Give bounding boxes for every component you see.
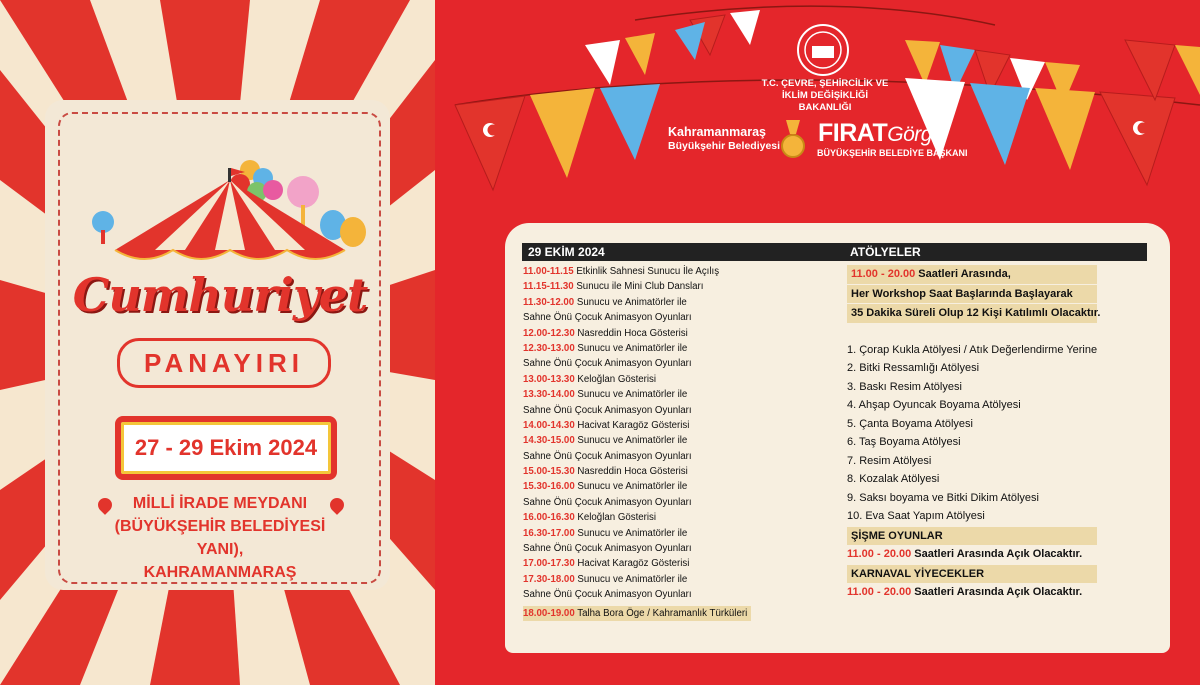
schedule-row bbox=[523, 526, 751, 541]
ministry-emblem-icon bbox=[790, 22, 856, 78]
schedule-row-text: Hacivat Karagöz Gösterisi bbox=[577, 419, 690, 431]
event-subtitle: PANAYIRI bbox=[117, 338, 331, 388]
schedule-row bbox=[523, 606, 751, 621]
ministry-line: T.C. ÇEVRE, ŞEHİRCİLİK VE bbox=[761, 78, 889, 89]
flag-yellow-icon bbox=[530, 88, 595, 178]
schedule-row-text: Sunucu ve Animatörler ile bbox=[576, 296, 687, 308]
schedule-row-text: Etkinlik Sahnesi Sunucu İle Açılış bbox=[576, 266, 720, 277]
schedule-row-text: Sunucu ve Animatörler ile bbox=[577, 435, 688, 447]
workshops-heading: ATÖLYELER bbox=[850, 245, 921, 259]
schedule-row-time: 11.15-11.30 bbox=[523, 281, 574, 293]
schedule-row-text: Sahne Önü Çocuk Animasyon Oyunları bbox=[523, 404, 692, 416]
schedule-row-time: 12.30-13.00 bbox=[523, 342, 575, 354]
food-heading: KARNAVAL YİYECEKLER bbox=[847, 565, 1097, 584]
schedule-row-text: Nasreddin Hoca Gösterisi bbox=[577, 466, 688, 478]
schedule-row-text: Nasreddin Hoca Gösterisi bbox=[577, 327, 688, 339]
flag-turkish-icon bbox=[455, 96, 525, 190]
municipality-line: Büyükşehir Belediyesi bbox=[668, 140, 781, 152]
workshop-item: 2. Bitki Ressamlığı Atölyesi bbox=[847, 362, 980, 374]
schedule-row bbox=[523, 464, 751, 479]
workshop-item: 9. Saksı boyama ve Bitki Dikim Atölyesi bbox=[847, 491, 1039, 504]
inflatable-time: 11.00 - 20.00 bbox=[847, 548, 912, 560]
schedule-row bbox=[523, 310, 751, 325]
workshop-intro-line: Her Workshop Saat Başlarında Başlayarak bbox=[847, 285, 1097, 304]
food-text: Saatleri Arasında Açık Olacaktır. bbox=[914, 586, 1083, 598]
schedule-row-time: 11.00-11.15 bbox=[523, 266, 574, 277]
schedule-row-text: Sahne Önü Çocuk Animasyon Oyunları bbox=[523, 358, 692, 370]
workshop-intro-time: 11.00 - 20.00 bbox=[851, 268, 916, 280]
schedule-row-text: Keloğlan Gösterisi bbox=[577, 373, 657, 385]
schedule-row-time: 13.30-14.00 bbox=[523, 389, 575, 401]
schedule-row bbox=[523, 418, 751, 433]
schedule-row-time: 15.30-16.00 bbox=[523, 481, 575, 493]
schedule-row-text: Sunucu ve Animatörler ile bbox=[577, 389, 688, 401]
inflatable-heading: ŞİŞME OYUNLAR bbox=[847, 527, 1097, 546]
schedule-row bbox=[523, 510, 751, 525]
municipality-logo bbox=[668, 125, 780, 153]
schedule-row-text: Sahne Önü Çocuk Animasyon Oyunları bbox=[523, 312, 692, 324]
schedule-row-text: Sahne Önü Çocuk Animasyon Oyunları bbox=[523, 496, 692, 508]
schedule-row bbox=[523, 341, 751, 356]
event-title: Cumhuriyet bbox=[72, 268, 368, 322]
schedule-row bbox=[523, 495, 751, 510]
schedule-row-text: Hacivat Karagöz Gösterisi bbox=[577, 558, 690, 570]
municipality-line: Kahramanmaraş bbox=[668, 125, 766, 139]
flag-blue-icon bbox=[675, 22, 705, 60]
schedule-row bbox=[523, 587, 751, 602]
schedule-row bbox=[523, 572, 751, 587]
schedule-row-text: Sahne Önü Çocuk Animasyon Oyunları bbox=[523, 543, 692, 555]
schedule-header-bar bbox=[522, 243, 1147, 261]
schedule-row bbox=[523, 279, 751, 294]
mayor-name bbox=[818, 119, 947, 148]
schedule-row-text: Keloğlan Gösterisi bbox=[577, 512, 657, 524]
flag-blue-icon bbox=[970, 83, 1030, 165]
schedule-row-time: 14.00-14.30 bbox=[523, 419, 575, 431]
workshop-item: 3. Baskı Resim Atölyesi bbox=[847, 380, 962, 393]
schedule-row-text: Sunucu ile Mini Club Dansları bbox=[576, 281, 704, 293]
schedule-row bbox=[523, 387, 751, 402]
schedule-row-time: 13.00-13.30 bbox=[523, 373, 575, 385]
circus-tent-illustration bbox=[85, 150, 375, 280]
schedule-row-time: 17.00-17.30 bbox=[523, 558, 575, 570]
flag-blue-icon bbox=[600, 84, 660, 160]
flag-white-icon bbox=[730, 10, 760, 45]
food-time: 11.00 - 20.00 bbox=[847, 586, 912, 598]
flag-yellow-icon bbox=[1175, 45, 1200, 95]
schedule-row bbox=[523, 541, 751, 556]
schedule-row bbox=[523, 356, 751, 371]
workshop-item: 10. Eva Saat Yapım Atölyesi bbox=[847, 510, 985, 522]
schedule-row bbox=[523, 556, 751, 571]
workshop-item: 8. Kozalak Atölyesi bbox=[847, 473, 940, 485]
workshops-list bbox=[847, 264, 1200, 602]
schedule-row-text: Sahne Önü Çocuk Animasyon Oyunları bbox=[523, 589, 692, 601]
workshop-item: 1. Çorap Kukla Atölyesi / Atık Değerlendirme Yerine bbox=[847, 343, 1098, 356]
location-line: (BÜYÜKŞEHİR BELEDİYESİ YANI), bbox=[114, 518, 326, 558]
schedule-row-text: Sunucu ve Animatörler ile bbox=[577, 527, 688, 539]
schedule-row-time: 16.00-16.30 bbox=[523, 512, 575, 524]
flag-turkish-icon bbox=[1125, 40, 1175, 100]
location-line: KAHRAMANMARAŞ bbox=[143, 564, 297, 581]
flag-yellow-icon bbox=[1035, 88, 1095, 170]
schedule-row-time: 17.30-18.00 bbox=[523, 573, 575, 585]
workshop-item: 5. Çanta Boyama Atölyesi bbox=[847, 417, 973, 430]
workshop-intro-text: Saatleri Arasında, bbox=[918, 268, 1011, 280]
ministry-name bbox=[755, 78, 895, 114]
inflatable-line bbox=[847, 545, 1200, 564]
mayor-name-b: Görgel bbox=[887, 123, 948, 146]
schedule-row-text: Talha Bora Öge / Kahramanlık Türküleri bbox=[577, 607, 748, 619]
workshop-item: 7. Resim Atölyesi bbox=[847, 454, 932, 467]
flag-yellow-icon bbox=[625, 33, 655, 75]
medal-icon bbox=[780, 120, 806, 160]
schedule-row-time: 14.30-15.00 bbox=[523, 435, 575, 447]
schedule-row-time: 11.30-12.00 bbox=[523, 296, 575, 308]
schedule-row bbox=[523, 449, 751, 464]
workshop-item: 4. Ahşap Oyuncak Boyama Atölyesi bbox=[847, 399, 1021, 411]
schedule-heading: 29 EKİM 2024 bbox=[528, 245, 605, 259]
schedule-row bbox=[523, 264, 751, 279]
flag-yellow-icon bbox=[905, 40, 940, 85]
mayor-title: BÜYÜKŞEHİR BELEDİYE BAŞKANI bbox=[817, 148, 968, 158]
food-line bbox=[847, 583, 1200, 602]
mayor-name-a: FIRAT bbox=[818, 119, 888, 147]
event-location bbox=[90, 492, 350, 584]
schedule-row bbox=[523, 403, 751, 418]
schedule-row bbox=[523, 372, 751, 387]
schedule-row-time: 12.00-12.30 bbox=[523, 327, 575, 339]
flag-white-icon bbox=[585, 40, 620, 85]
workshop-intro-line bbox=[847, 265, 1097, 284]
location-line: MİLLİ İRADE MEYDANI bbox=[132, 495, 308, 512]
inflatable-text: Saatleri Arasında Açık Olacaktır. bbox=[914, 548, 1083, 560]
schedule-row bbox=[523, 433, 751, 448]
event-date: 27 - 29 Ekim 2024 bbox=[115, 416, 337, 480]
flag-turkish-icon bbox=[1100, 92, 1175, 185]
ministry-line: İKLİM DEĞİŞİKLİĞİ BAKANLIĞI bbox=[781, 90, 869, 113]
schedule-list bbox=[523, 264, 751, 621]
schedule-row-time: 18.00-19.00 bbox=[523, 607, 575, 619]
schedule-row bbox=[523, 479, 751, 494]
schedule-row-text: Sunucu ve Animatörler ile bbox=[577, 342, 688, 354]
tree-icon bbox=[92, 211, 114, 244]
schedule-row bbox=[523, 326, 751, 341]
schedule-row-text: Sunucu ve Animatörler ile bbox=[577, 573, 688, 585]
schedule-row-time: 15.00-15.30 bbox=[523, 466, 575, 478]
schedule-row-text: Sahne Önü Çocuk Animasyon Oyunları bbox=[523, 450, 692, 462]
workshop-intro-line: 35 Dakika Süreli Olup 12 Kişi Katılımlı Olacaktır. bbox=[847, 304, 1097, 323]
schedule-row-text: Sunucu ve Animatörler ile bbox=[577, 481, 688, 493]
schedule-row-time: 16.30-17.00 bbox=[523, 527, 575, 539]
schedule-row bbox=[523, 295, 751, 310]
workshop-item: 6. Taş Boyama Atölyesi bbox=[847, 436, 961, 448]
